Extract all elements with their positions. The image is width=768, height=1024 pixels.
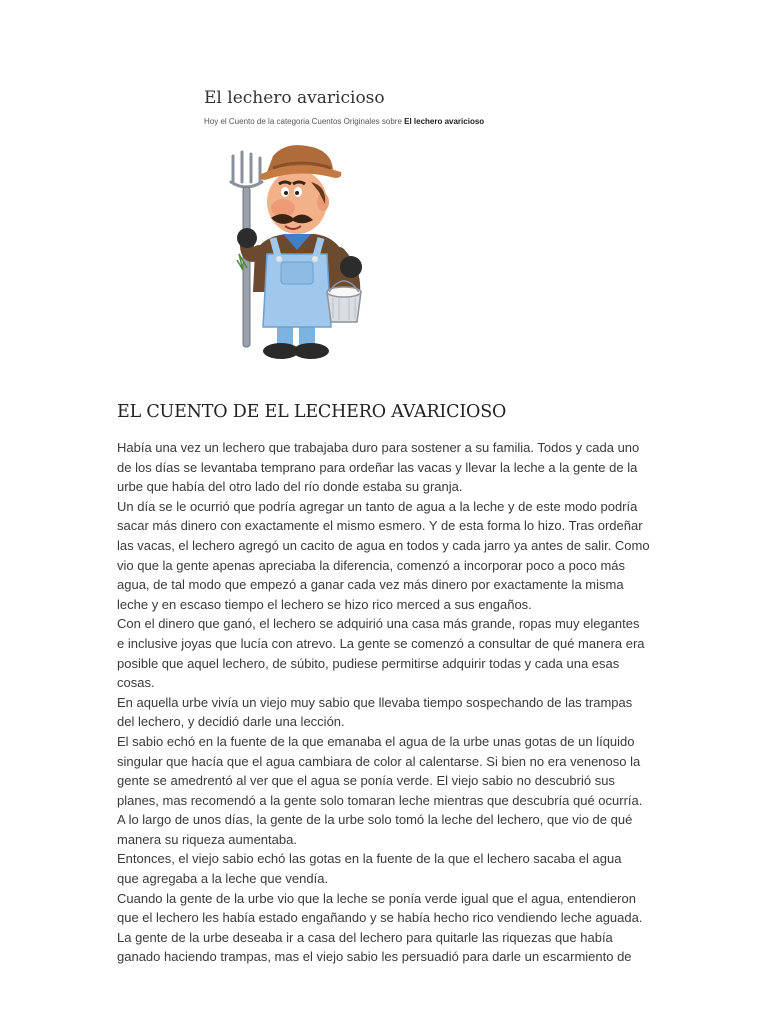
story-line: cosas. <box>117 675 155 691</box>
story-line: planes, mas recomendó a la gente solo tomaran leche mientras que descubría qué ocurría. <box>117 792 643 808</box>
story-header-subtitle <box>204 117 484 126</box>
story-line: vio que la gente apenas apreciaba la diferencia, comenzó a incorporar poco a poco más <box>117 557 626 573</box>
story-line: El sabio echó en la fuente de la que emanaba el agua de la urbe unas gotas de un líquido <box>117 733 635 749</box>
story-line: manera su riqueza aumentaba. <box>117 831 297 847</box>
story-line: gente se amedrentó al ver que el agua se ponía verde. El viejo sabio no descubrió sus <box>117 773 615 789</box>
farmer-illustration-icon <box>215 142 375 367</box>
story-line: singular que hacía que el agua cambiara de color al calentarse. Si bien no era venenoso la <box>117 753 641 769</box>
story-line: sacar más dinero con exactamente el mismo esmero. Y de esta forma lo hizo. Tras ordeñar <box>117 518 643 534</box>
story-line: agua, de tal modo que empezó a ganar cada vez más dinero por exactamente la misma <box>117 577 624 593</box>
story-line: e inclusive joyas que lucía con atrevo. La gente se comenzó a consultar de qué manera era <box>117 635 645 651</box>
story-header-subtitle-prefix: Hoy el Cuento de la categoria Cuentos Originales sobre <box>204 117 405 126</box>
story-line: Con el dinero que ganó, el lechero se adquirió una casa más grande, ropas muy elegantes <box>117 616 640 632</box>
story-line: Había una vez un lechero que trabajaba duro para sostener a su familia. Todos y cada uno <box>117 440 640 455</box>
story-header-title: El lechero avaricioso <box>204 88 385 108</box>
story-line: leche y en escaso tiempo el lechero se hizo rico merced a sus engaños. <box>117 596 532 612</box>
story-line: que agregaba a la leche que vendía. <box>117 871 329 887</box>
story-line: que el lechero les había estado engañando y se había hecho rico vendiendo leche aguada. <box>117 910 643 926</box>
story-body <box>117 438 677 967</box>
article-title: EL CUENTO DE EL LECHERO AVARICIOSO <box>117 402 507 422</box>
story-line: Un día se le ocurrió que podría agregar un tanto de agua a la leche y de este modo podría <box>117 498 638 514</box>
story-line: A lo largo de unos días, la gente de la urbe solo tomó la leche del lechero, que vio de qué <box>117 812 633 828</box>
story-line: En aquella urbe vivía un viejo muy sabio que llevaba tiempo sospechando de las trampas <box>117 694 633 710</box>
story-line: ganado haciendo trampas, mas el viejo sabio les persuadió para darle un escarmiento de <box>117 949 632 965</box>
story-line: las vacas, el lechero agregó un cacito de agua en todos y cada jarro ya antes de salir. Como <box>117 537 650 553</box>
story-line: urbe que había del otro lado del río donde estaba su granja. <box>117 479 463 495</box>
story-line: de los días se levantaba temprano para ordeñar las vacas y llevar la leche a la gente de la <box>117 459 638 475</box>
story-line: La gente de la urbe deseaba ir a casa del lechero para quitarle las riquezas que había <box>117 929 613 945</box>
story-header-subtitle-emphasis: El lechero avaricioso <box>404 117 485 126</box>
story-line: del lechero, y decidió darle una lección. <box>117 714 345 730</box>
story-line: posible que aquel lechero, de súbito, pudiese permitirse adquirir todas y cada una esas <box>117 655 620 671</box>
story-header-card <box>197 82 540 370</box>
story-line: Entonces, el viejo sabio echó las gotas en la fuente de la que el lechero sacaba el agua <box>117 851 622 867</box>
story-line: Cuando la gente de la urbe vio que la leche se ponía verde igual que el agua, entendieron <box>117 890 636 906</box>
